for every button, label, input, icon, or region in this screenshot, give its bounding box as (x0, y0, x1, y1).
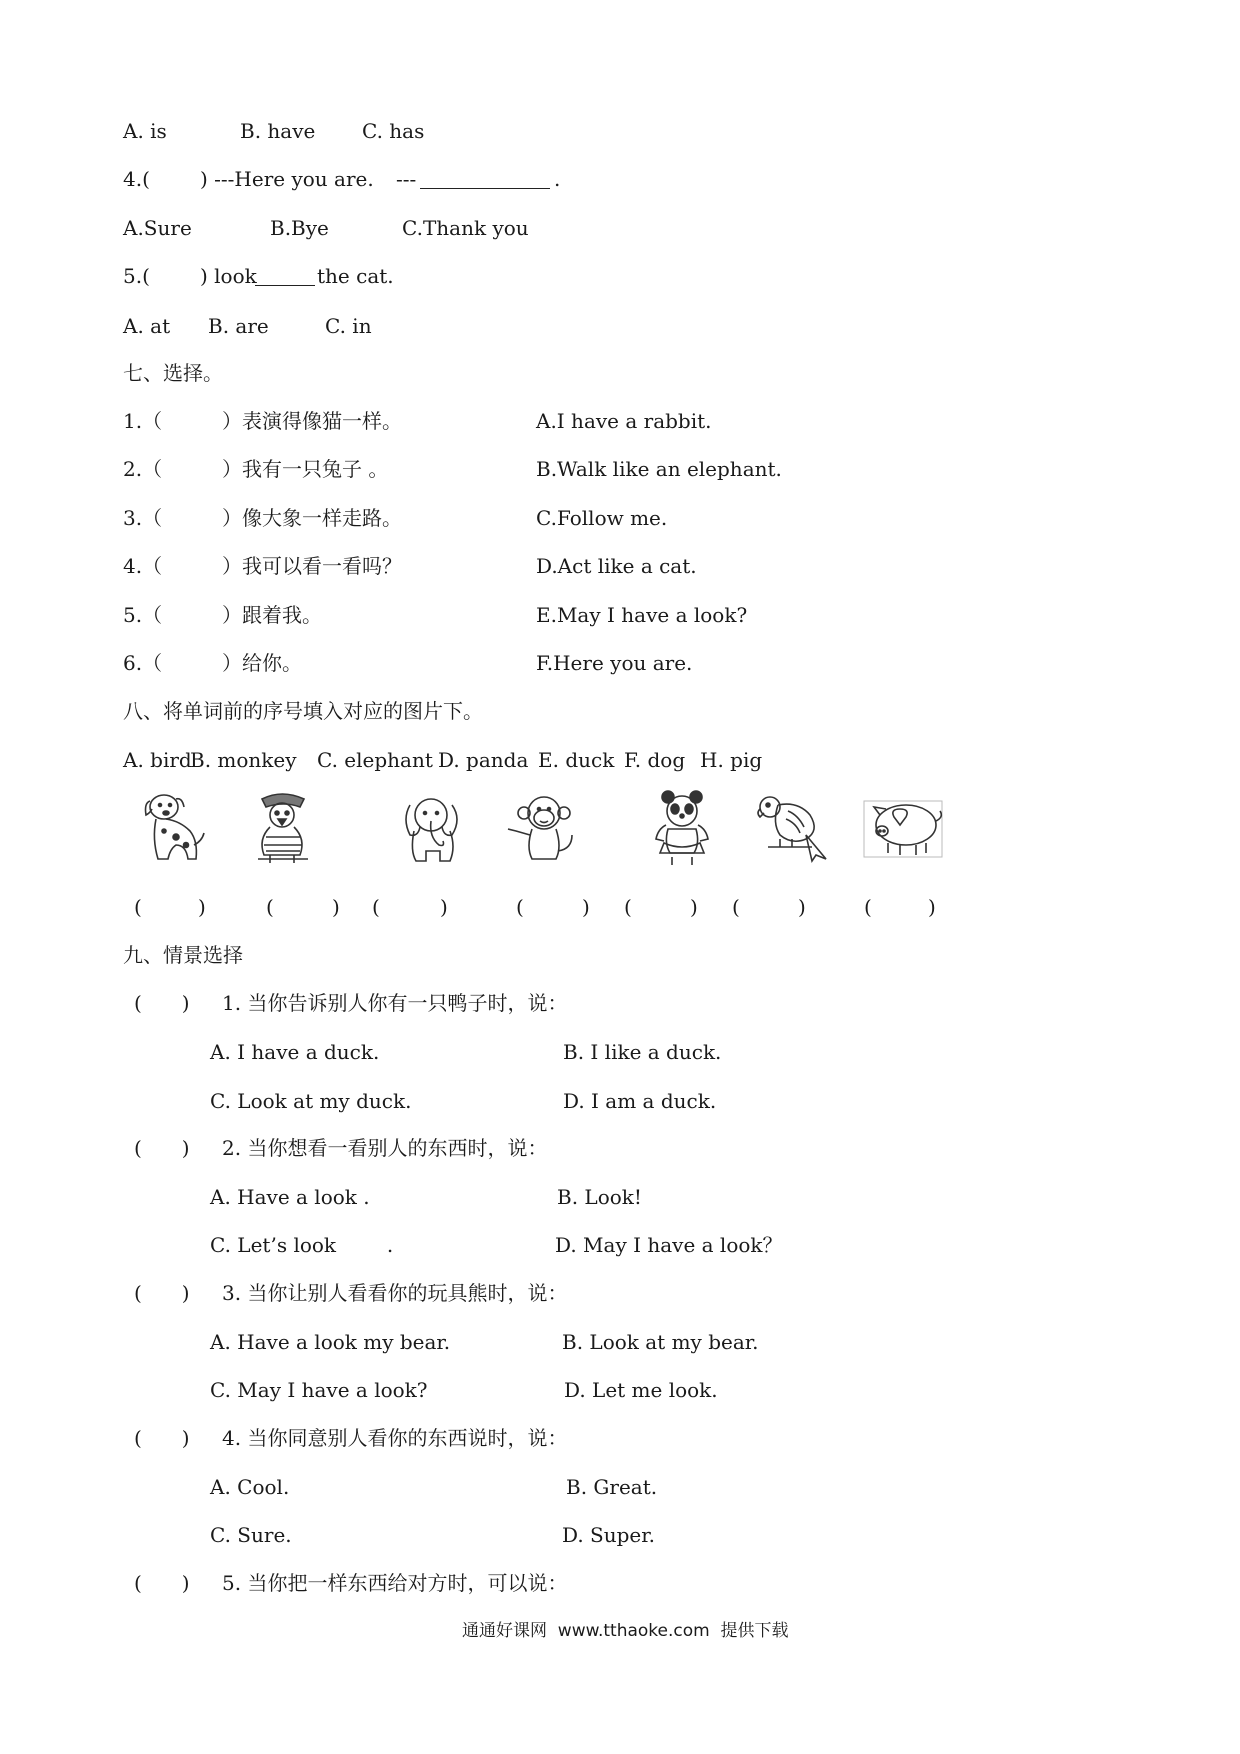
word-duck: E. duck (538, 748, 615, 772)
s7-item-4-text: ）我可以看一看吗？ (222, 554, 402, 578)
q3-option-c: C. has (362, 119, 425, 143)
s7-item-5-number: 5.（ (123, 603, 163, 627)
s7-item-2-text: ）我有一只兔子 。 (222, 457, 389, 481)
s7-answer-d: D.Act like a cat. (536, 554, 697, 578)
picture-1-answer-close: ) (198, 895, 206, 919)
q4-option-a: A.Sure (123, 216, 192, 240)
dog-picture (128, 785, 214, 871)
s9-q4-answer-paren[interactable]: ( ) (134, 1426, 190, 1450)
q4-prompt: ) ---Here you are. (200, 167, 374, 191)
section-8-title: 八、将单词前的序号填入对应的图片下。 (123, 699, 483, 723)
s9-q1-option-d: D. I am a duck. (563, 1089, 717, 1113)
s7-answer-a: A.I have a rabbit. (536, 409, 712, 433)
picture-4-answer-close: ) (582, 895, 590, 919)
s7-answer-b: B.Walk like an elephant. (536, 457, 782, 481)
q3-option-a: A. is (123, 119, 167, 143)
picture-7-answer-close: ) (928, 895, 936, 919)
q4-option-c: C.Thank you (402, 216, 529, 240)
q3-option-b: B. have (240, 119, 316, 143)
s9-q1-option-c: C. Look at my duck. (210, 1089, 412, 1113)
s9-q3-option-a: A. Have a look my bear. (210, 1330, 451, 1354)
s7-item-2-number: 2.（ (123, 457, 163, 481)
s7-item-4-number: 4.（ (123, 554, 163, 578)
s9-q1-option-a: A. I have a duck. (210, 1040, 380, 1064)
s9-q5-text: 5. 当你把一样东西给对方时，可以说： (222, 1571, 568, 1595)
word-elephant: C. elephant (317, 748, 433, 772)
s7-item-5-text: ）跟着我。 (222, 603, 322, 627)
word-panda: D. panda (438, 748, 529, 772)
s9-q2-option-b: B. Look! (557, 1185, 642, 1209)
s9-q4-option-b: B. Great. (566, 1475, 658, 1499)
q4-end: . (554, 167, 561, 191)
picture-3-answer-close: ) (440, 895, 448, 919)
s9-q2-option-d: D. May I have a look？ (555, 1233, 783, 1257)
picture-5-answer-close: ) (690, 895, 698, 919)
s9-q3-answer-paren[interactable]: ( ) (134, 1281, 190, 1305)
bird-picture (240, 785, 326, 871)
s9-q2-text: 2. 当你想看一看别人的东西时，说： (222, 1136, 548, 1160)
pig-picture (860, 785, 946, 871)
picture-2-answer-close: ) (332, 895, 340, 919)
q5-option-a: A. at (123, 314, 171, 338)
s9-q1-text: 1. 当你告诉别人你有一只鸭子时，说： (222, 991, 568, 1015)
word-pig: H. pig (700, 748, 763, 772)
q5-option-c: C. in (325, 314, 372, 338)
s7-answer-e: E.May I have a look? (536, 603, 748, 627)
s9-q3-option-b: B. Look at my bear. (562, 1330, 759, 1354)
word-bird: A. bird (123, 748, 192, 772)
s7-answer-f: F.Here you are. (536, 651, 693, 675)
q4-answer-blank[interactable] (420, 170, 550, 189)
s9-q3-text: 3. 当你让别人看看你的玩具熊时，说： (222, 1281, 568, 1305)
page-footer: 通通好课网 www.tthaoke.com 提供下载 (462, 1621, 789, 1641)
picture-4-answer-open[interactable]: ( (516, 895, 524, 919)
s7-item-3-number: 3.（ (123, 506, 163, 530)
section-7-title: 七、选择。 (123, 361, 223, 385)
picture-6-answer-open[interactable]: ( (732, 895, 740, 919)
s9-q2-option-a: A. Have a look . (210, 1185, 370, 1209)
q5-answer-blank[interactable] (255, 267, 315, 286)
s7-item-6-text: ）给你。 (222, 651, 302, 675)
s9-q3-option-d: D. Let me look. (564, 1378, 718, 1402)
s9-q1-option-b: B. I like a duck. (563, 1040, 722, 1064)
s7-item-3-text: ）像大象一样走路。 (222, 506, 402, 530)
elephant-picture (390, 785, 476, 871)
picture-2-answer-open[interactable]: ( (266, 895, 274, 919)
s9-q1-answer-paren[interactable]: ( ) (134, 991, 190, 1015)
s9-q4-text: 4. 当你同意别人看你的东西说时，说： (222, 1426, 568, 1450)
q5-prompt: ) look (200, 264, 257, 288)
s9-q2-option-c: C. Let’s look . (210, 1233, 394, 1257)
picture-1-answer-open[interactable]: ( (134, 895, 142, 919)
s9-q4-option-a: A. Cool. (210, 1475, 290, 1499)
s7-item-6-number: 6.（ (123, 651, 163, 675)
word-monkey: B. monkey (190, 748, 297, 772)
picture-5-answer-open[interactable]: ( (624, 895, 632, 919)
q5-option-b: B. are (208, 314, 269, 338)
s9-q4-option-d: D. Super. (562, 1523, 655, 1547)
s9-q3-option-c: C. May I have a look? (210, 1378, 428, 1402)
monkey-picture (500, 785, 586, 871)
s9-q4-option-c: C. Sure. (210, 1523, 292, 1547)
picture-3-answer-open[interactable]: ( (372, 895, 380, 919)
s7-answer-c: C.Follow me. (536, 506, 668, 530)
s9-q2-answer-paren[interactable]: ( ) (134, 1136, 190, 1160)
q5-number: 5.( (123, 264, 150, 288)
s7-item-1-text: ）表演得像猫一样。 (222, 409, 402, 433)
q5-prompt-end: the cat. (317, 264, 394, 288)
panda-picture (640, 785, 726, 871)
s7-item-1-number: 1.（ (123, 409, 163, 433)
picture-7-answer-open[interactable]: ( (864, 895, 872, 919)
s9-q5-answer-paren[interactable]: ( ) (134, 1571, 190, 1595)
word-dog: F. dog (624, 748, 686, 772)
parrot-picture (748, 785, 834, 871)
q4-dash: --- (396, 167, 417, 191)
q4-option-b: B.Bye (270, 216, 329, 240)
section-9-title: 九、情景选择 (123, 943, 243, 967)
picture-6-answer-close: ) (798, 895, 806, 919)
q4-number: 4.( (123, 167, 150, 191)
